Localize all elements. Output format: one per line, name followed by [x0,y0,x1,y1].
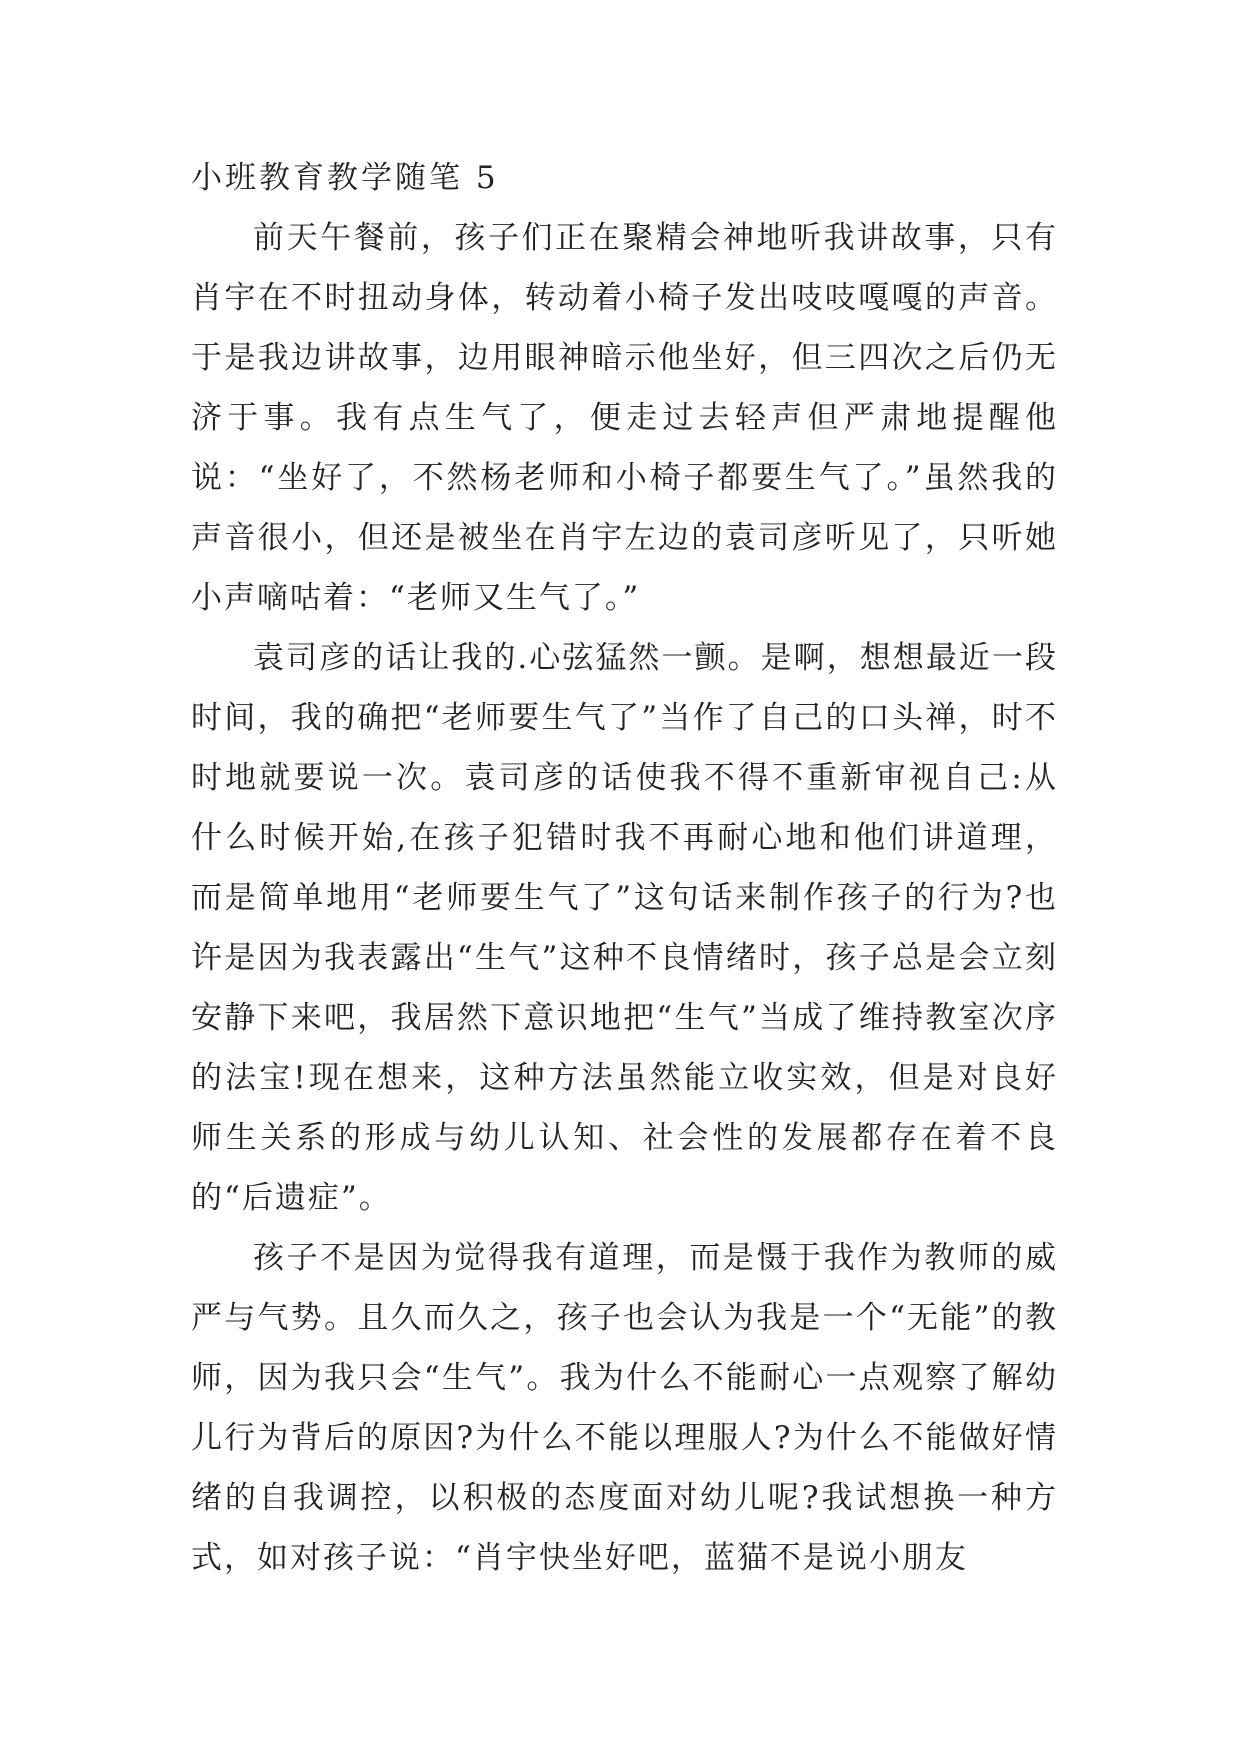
paragraph-1: 前天午餐前，孩子们正在聚精会神地听我讲故事，只有肖宇在不时扭动身体，转动着小椅子发出吱吱嘎嘎的声音。于是我边讲故事，边用眼神暗示他坐好，但三四次之后仍无济于事。我有点生气了，便走过去轻声但严肃地提醒他说：“坐好了，不然杨老师和小椅子都要生气了。”虽然我的声音很小，但还是被坐在肖宇左边的袁司彦听见了，只听她小声嘀咕着：“老师又生气了。” [191,220,1058,616]
paragraph-3: 孩子不是因为觉得我有道理，而是慑于我作为教师的威严与气势。且久而久之，孩子也会认为我是一个“无能”的教师，因为我只会“生气”。我为什么不能耐心一点观察了解幼儿行为背后的原因?为什么不能以理服人?为什么不能做好情绪的自我调控，以积极的态度面对幼儿呢?我试想换一种方式，如对孩子说：“肖宇快坐好吧，蓝猫不是说小朋友 [191,1240,1058,1576]
paragraph-2: 袁司彦的话让我的.心弦猛然一颤。是啊，想想最近一段时间，我的确把“老师要生气了”当作了自己的口头禅，时不时地就要说一次。袁司彦的话使我不得不重新审视自己:从什么时候开始,在孩子犯错时我不再耐心地和他们讲道理，而是简单地用“老师要生气了”这句话来制作孩子的行为?也许是因为我表露出“生气”这种不良情绪时，孩子总是会立刻安静下来吧，我居然下意识地把“生气”当成了维持教室次序的法宝!现在想来，这种方法虽然能立收实效，但是对良好师生关系的形成与幼儿认知、社会性的发展都存在着不良的“后遗症”。 [191,640,1058,1216]
document-title: 小班教育教学随笔 5 [191,160,499,196]
document-body [191,148,1058,1588]
